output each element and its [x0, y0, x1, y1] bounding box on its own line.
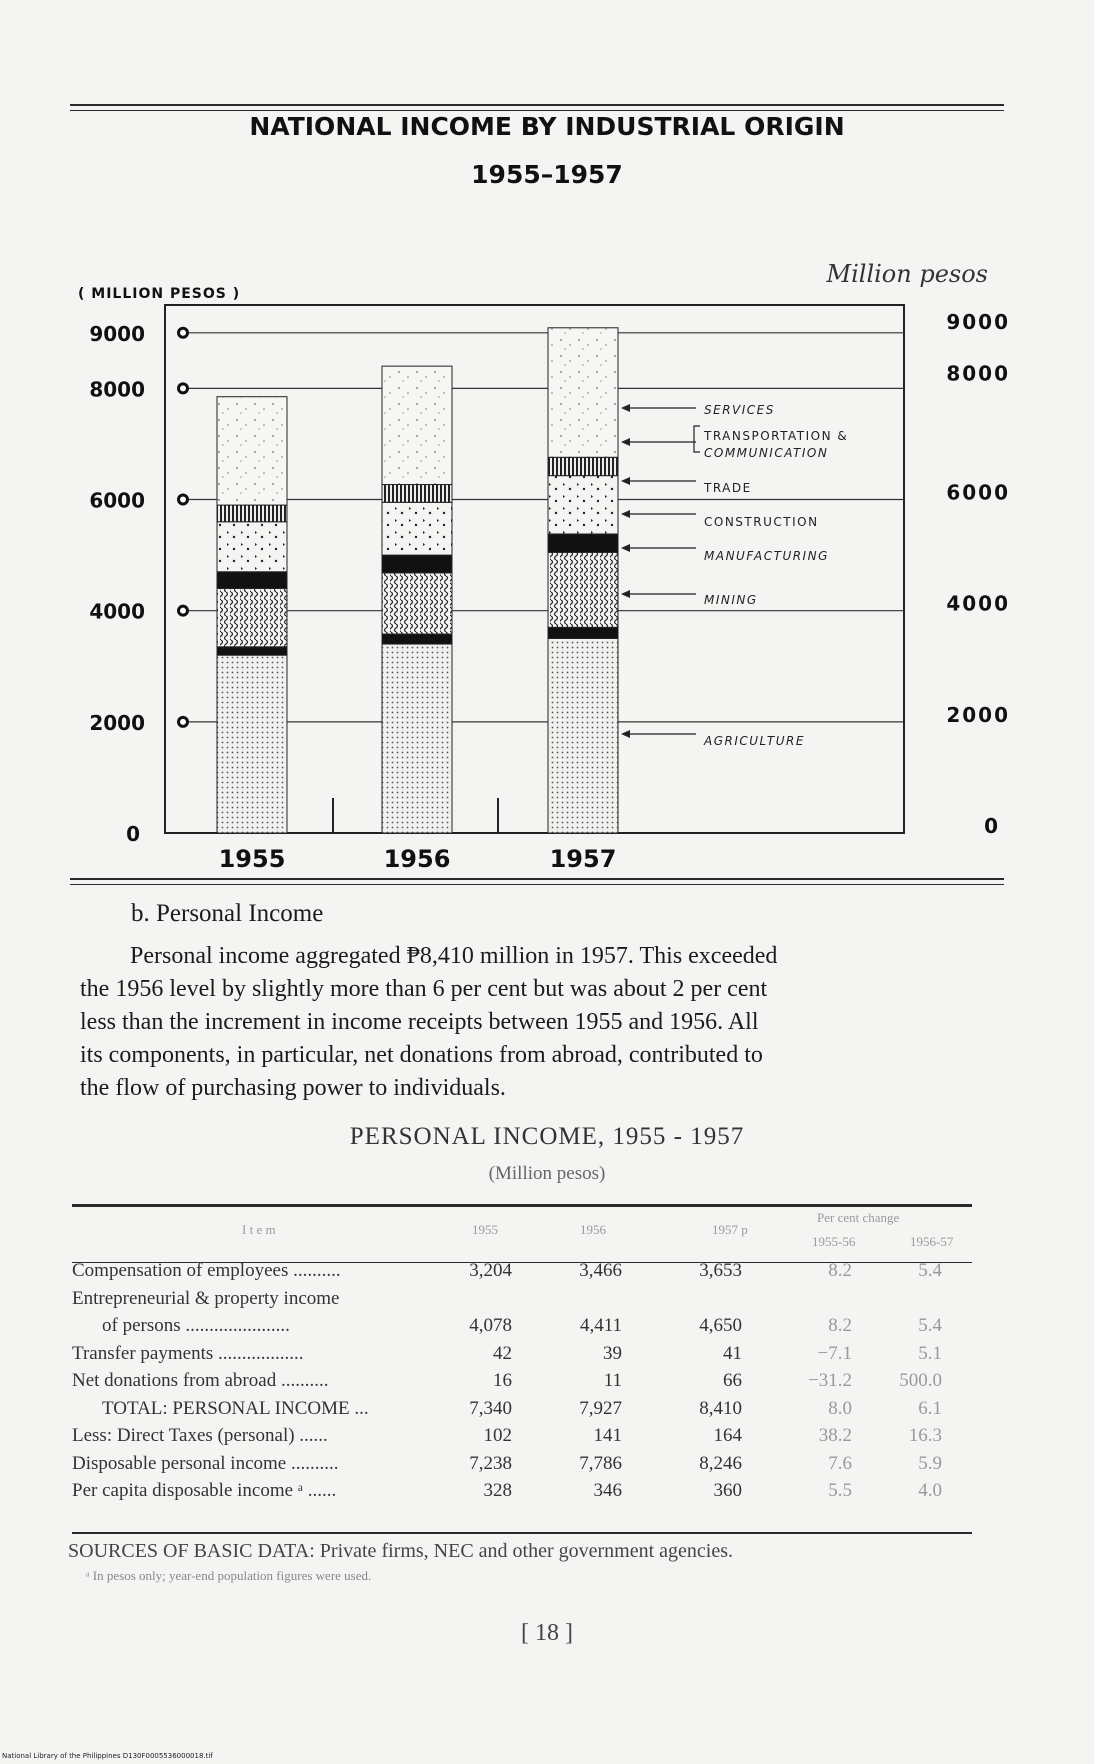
- bar-segment-mining: [217, 647, 287, 655]
- bar-segment-construction: [382, 555, 452, 573]
- y-tick-label-right: 6000: [946, 480, 1010, 505]
- table-row: [72, 1398, 972, 1426]
- cell-v1957: 41: [723, 1342, 742, 1364]
- y-tick-label-left: 8000: [89, 377, 145, 402]
- cell-v1956: 3,466: [579, 1260, 622, 1281]
- cell-v1956: 141: [593, 1425, 622, 1446]
- cell-p2: 4.0: [918, 1480, 942, 1501]
- cell-p2: 6.1: [918, 1397, 942, 1419]
- bar-segment-services: [217, 397, 287, 505]
- paragraph-line: its components, in particular, net donations from abroad, contributed to: [80, 1042, 763, 1068]
- cell-v1955: 3,204: [469, 1260, 512, 1281]
- cell-v1956: 7,786: [579, 1452, 622, 1474]
- row-label: Net donations from abroad ..........: [72, 1370, 329, 1391]
- legend-label: TRANSPORTATION &: [704, 429, 849, 443]
- cell-v1955: 4,078: [469, 1315, 512, 1336]
- legend-arrow: [621, 477, 630, 485]
- header-item: I t e m: [242, 1222, 276, 1237]
- legend-arrow: [621, 510, 630, 518]
- cell-p1: −7.1: [817, 1342, 852, 1364]
- cell-v1956: 7,927: [579, 1397, 622, 1419]
- x-tick-label: 1955: [218, 845, 286, 873]
- bar-segment-construction: [217, 572, 287, 589]
- cell-v1957: 8,410: [699, 1397, 742, 1419]
- row-label: of persons ......................: [102, 1315, 290, 1336]
- paragraph-line: Personal income aggregated ₱8,410 million in 1957. This exceeded: [130, 943, 778, 969]
- legend-arrow: [621, 590, 630, 598]
- paragraph-line: the 1956 level by slightly more than 6 per cent but was about 2 per cent: [80, 976, 768, 1002]
- grid-marker: [179, 328, 188, 337]
- chart-bottom-rule: [70, 878, 1004, 880]
- cell-p1: 8.0: [828, 1397, 852, 1419]
- personal-income-table: [72, 1204, 972, 1508]
- table-header: [72, 1204, 972, 1260]
- table-row: [72, 1453, 972, 1481]
- table-row: [72, 1480, 972, 1508]
- header-percent-change: Per cent change: [817, 1210, 900, 1225]
- x-tick-label: 1956: [383, 845, 451, 873]
- bar-segment-mining: [548, 627, 618, 638]
- top-rule: [70, 104, 1004, 106]
- legend-arrow: [621, 438, 630, 446]
- sources-note: SOURCES OF BASIC DATA: Private firms, NEC and other government agencies.: [68, 1540, 733, 1562]
- cell-p2: 500.0: [899, 1370, 942, 1391]
- cell-v1957: 3,653: [699, 1260, 742, 1281]
- legend-label: SERVICES: [704, 403, 775, 417]
- bar-segment-manufacturing: [548, 552, 618, 627]
- row-label: TOTAL: PERSONAL INCOME ...: [102, 1397, 369, 1419]
- y-tick-label-left: 2000: [89, 710, 145, 735]
- stacked-bar-chart: [0, 240, 1094, 890]
- cell-v1955: 7,238: [469, 1452, 512, 1474]
- table-bottom-rule: [72, 1532, 972, 1534]
- header-pct-1956-57: 1956-57: [910, 1234, 954, 1249]
- table-row: [72, 1315, 972, 1343]
- chart-bottom-rule-thin: [70, 884, 1004, 885]
- y-tick-label-right: 2000: [946, 702, 1010, 727]
- cell-p2: 5.4: [918, 1315, 942, 1336]
- cell-v1955: 102: [483, 1425, 512, 1446]
- legend-arrow: [621, 404, 630, 412]
- legend-label: CONSTRUCTION: [704, 515, 819, 529]
- header-1957: 1957 p: [712, 1222, 748, 1237]
- bar-segment-services: [382, 366, 452, 484]
- cell-v1956: 346: [593, 1480, 622, 1501]
- legend-label: MANUFACTURING: [704, 549, 829, 563]
- row-label: Compensation of employees ..........: [72, 1260, 341, 1281]
- bar-segment-manufacturing: [382, 573, 452, 634]
- bar-segment-agriculture: [382, 644, 452, 833]
- y-tick-label-left: 0: [126, 822, 140, 846]
- paragraph-line: less than the increment in income receipts between 1955 and 1956. All: [80, 1009, 759, 1035]
- bar-segment-manufacturing: [217, 588, 287, 646]
- cell-v1957: 164: [713, 1425, 742, 1446]
- y-tick-label-right: 9000: [946, 309, 1010, 334]
- cell-p1: −31.2: [808, 1370, 852, 1391]
- chart-title: NATIONAL INCOME BY INDUSTRIAL ORIGIN: [249, 112, 845, 141]
- cell-p1: 8.2: [828, 1260, 852, 1281]
- bar-segment-trade: [548, 476, 618, 534]
- legend-arrow: [621, 730, 630, 738]
- header-1956: 1956: [580, 1222, 606, 1237]
- cell-p1: 38.2: [818, 1425, 852, 1446]
- grid-marker: [179, 495, 188, 504]
- row-label: Less: Direct Taxes (personal) ......: [72, 1425, 328, 1446]
- cell-v1957: 8,246: [699, 1452, 742, 1474]
- row-label: Entrepreneurial & property income: [72, 1287, 340, 1309]
- row-label: Per capita disposable income ᵃ ......: [72, 1480, 337, 1501]
- cell-p1: 5.5: [828, 1480, 852, 1501]
- table-row: [72, 1370, 972, 1398]
- cell-p2: 5.1: [918, 1342, 942, 1364]
- grid-marker: [179, 384, 188, 393]
- y-tick-label-left: 6000: [89, 488, 145, 513]
- scan-credit: National Library of the Philippines D130F0005536000018.tif: [2, 1752, 213, 1760]
- table-row: [72, 1343, 972, 1371]
- cell-v1956: 4,411: [579, 1315, 622, 1336]
- cell-p2: 16.3: [908, 1425, 942, 1446]
- table-body: [72, 1260, 972, 1508]
- header-1955: 1955: [472, 1222, 498, 1237]
- legend-label: TRADE: [704, 481, 752, 495]
- table-row: [72, 1260, 972, 1288]
- y-axis-label-left: ( MILLION PESOS ): [78, 286, 241, 302]
- bar-segment-transportation-communication: [382, 485, 452, 503]
- legend-arrow: [621, 544, 630, 552]
- bar-segment-transportation-communication: [217, 505, 287, 522]
- legend-label: AGRICULTURE: [704, 734, 805, 748]
- header-pct-1955-56: 1955-56: [812, 1234, 856, 1249]
- y-tick-label-right: 8000: [946, 361, 1010, 386]
- table-title: PERSONAL INCOME, 1955 - 1957: [349, 1123, 745, 1150]
- cell-v1955: 16: [493, 1370, 512, 1391]
- cell-v1957: 360: [713, 1480, 742, 1501]
- paragraph-line: the flow of purchasing power to individuals.: [80, 1075, 506, 1101]
- cell-v1955: 328: [483, 1480, 512, 1501]
- footnote: ᵃ In pesos only; year-end population figures were used.: [86, 1568, 372, 1583]
- grid-marker: [179, 717, 188, 726]
- legend-bracket: [694, 426, 700, 452]
- cell-v1955: 7,340: [469, 1397, 512, 1419]
- cell-v1957: 4,650: [699, 1315, 742, 1336]
- y-tick-label-left: 4000: [89, 599, 145, 624]
- cell-v1955: 42: [493, 1342, 512, 1364]
- cell-v1957: 66: [723, 1370, 742, 1391]
- row-label: Transfer payments ..................: [72, 1342, 304, 1364]
- bar-segment-mining: [382, 634, 452, 644]
- y-axis-label-right: Million pesos: [826, 260, 988, 288]
- y-tick-label-right: 0: [984, 814, 1000, 838]
- legend-label: COMMUNICATION: [704, 446, 829, 460]
- bar-segment-transportation-communication: [548, 457, 618, 475]
- grid-marker: [179, 606, 188, 615]
- table-row: [72, 1425, 972, 1453]
- bar-segment-trade: [382, 502, 452, 555]
- cell-p2: 5.9: [918, 1452, 942, 1474]
- top-rule-thin: [70, 110, 1004, 111]
- page-number: [ 18 ]: [521, 1620, 573, 1646]
- x-tick-label: 1957: [549, 845, 617, 873]
- section-heading: b. Personal Income: [131, 900, 324, 927]
- table-row: [72, 1288, 972, 1316]
- cell-p1: 7.6: [828, 1452, 852, 1474]
- bar-segment-agriculture: [548, 638, 618, 833]
- bar-segment-agriculture: [217, 655, 287, 833]
- legend-label: MINING: [704, 593, 758, 607]
- y-tick-label-left: 9000: [89, 321, 145, 346]
- cell-v1956: 11: [603, 1370, 622, 1391]
- cell-p1: 8.2: [828, 1315, 852, 1336]
- cell-v1956: 39: [603, 1342, 622, 1364]
- bar-segment-construction: [548, 534, 618, 552]
- y-tick-label-right: 4000: [946, 591, 1010, 616]
- row-label: Disposable personal income ..........: [72, 1452, 339, 1474]
- chart-subtitle: 1955–1957: [471, 160, 623, 189]
- cell-p2: 5.4: [918, 1260, 942, 1281]
- bar-segment-services: [548, 328, 618, 457]
- table-unit: (Million pesos): [488, 1163, 606, 1184]
- bar-segment-trade: [217, 522, 287, 572]
